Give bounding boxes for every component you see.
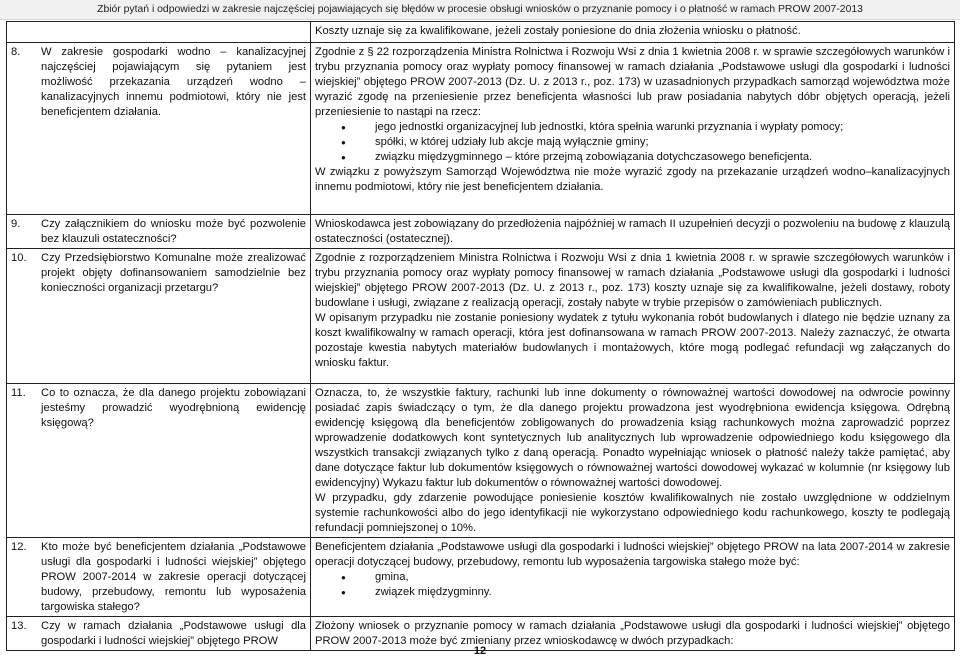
question-text: Co to oznacza, że dla danego projektu zobowiązani jesteśmy prowadzić wyodrębnioną ewidencję księgową? bbox=[41, 387, 306, 429]
question-text: Czy Przedsiębiorstwo Komunalne może zrealizować projekt objęty dofinansowaniem samodzielnie bez konieczności organizacji przetargu? bbox=[41, 252, 306, 294]
question-cell bbox=[7, 384, 311, 538]
table-row bbox=[7, 22, 955, 43]
question-cell bbox=[7, 249, 311, 384]
list-item: ● gmina, bbox=[375, 570, 950, 585]
answer-paragraph: Koszty uznaje się za kwalifikowane, jeżeli zostały poniesione do dnia złożenia wniosku o płatność. bbox=[315, 25, 801, 37]
document-header: Zbiór pytań i odpowiedzi w zakresie najczęściej pojawiających się błędów w procesie obsługi wniosków o przyznanie pomocy i o płatność w ramach PROW 2007-2013 bbox=[0, 0, 960, 20]
answer-paragraph: Oznacza, to, że wszystkie faktury, rachunki lub inne dokumenty o równoważnej wartości dowodowej na odwrocie powinny posiadać zapis świadczący o tym, że dla danego projektu prowadzona jest wyodrębniona ewidencja księgowa. Odrębną ewidencję księgową dla beneficjentów zobligowanych do prowadzenia ksiąg rachunkowych można zaprowadzić poprzez wprowadzenie dodatkowych kont syntetycznych lub analitycznych lub wprowadzenie odpowiedniego kodu księgowego dla wszystkich transakcji związanych tylko z daną operacją. Ponadto wypełniając wniosek o płatność należy także pamiętać, aby dane dotyczące faktur lub dokumentów księgowych o równoważnej wartości dowodowej wykazać w kolumnie (nr księgowy lub ewidencyjny) Wykazu faktur lub dokumentów o równoważnej wartości dowodowej. bbox=[315, 387, 950, 489]
page-number: 12 bbox=[473, 645, 487, 657]
answer-cell bbox=[311, 249, 955, 384]
answer-paragraph: W opisanym przypadku nie zostanie poniesiony wydatek z tytułu wykonania robót budowlanych i dlatego nie będzie uznany za koszt kwalifikowalny w ramach operacji, która jest dofinansowana w ramach PROW 2007-2013. Należy zaznaczyć, że otwarta pozostaje kwestia nabytych materiałów budowlanych i montażowych, które mogą podlegać refundacji wg załączanych do wniosku faktur. bbox=[315, 312, 950, 369]
question-number: 12. bbox=[11, 541, 27, 553]
question-cell bbox=[7, 215, 311, 249]
answer-paragraph: Beneficjentem działania „Podstawowe usługi dla gospodarki i ludności wiejskiej” objętego PROW na lata 2007-2014 w zakresie operacji dotyczącej budowy, przebudowy, remontu lub wyposażenia targowiska stałego może być: bbox=[315, 541, 950, 568]
question-cell bbox=[7, 22, 311, 43]
table-row bbox=[7, 215, 955, 249]
answer-cell bbox=[311, 538, 955, 617]
list-item: ● jego jednostki organizacyjnej lub jednostki, która spełnia warunki przyznania i wypłaty pomocy; bbox=[375, 120, 950, 135]
question-text: Czy załącznikiem do wniosku może być pozwolenie bez klauzuli ostateczności? bbox=[41, 218, 306, 245]
question-number: 11. bbox=[11, 387, 26, 399]
question-text: W zakresie gospodarki wodno – kanalizacyjnej najczęściej pojawiającym się pytaniem jest możliwość przekazania urządzeń wodno – kanalizacyjnych innemu podmiotowi, który nie jest beneficjentem działania. bbox=[41, 46, 306, 118]
answer-paragraph: W związku z powyższym Samorząd Województwa nie może wyrazić zgody na przekazanie urządzeń wodno–kanalizacyjnych innemu podmiotowi, który nie jest beneficjentem działania. bbox=[315, 166, 950, 193]
answer-paragraph: W przypadku, gdy zdarzenie powodujące poniesienie kosztów kwalifikowalnych nie zostało uwzględnione w oddzielnym systemie rachunkowości albo do jego identyfikacji nie wykorzystano odpowiedniego kodu rachunkowego, koszty te podlegają refundacji pomniejszonej o 10%. bbox=[315, 492, 950, 534]
answer-paragraph: Zgodnie z § 22 rozporządzenia Ministra Rolnictwa i Rozwoju Wsi z dnia 1 kwietnia 2008 r. w sprawie szczegółowych warunków i trybu przyznania pomocy oraz wypłaty pomocy finansowej w ramach działania „Podstawowe usługi dla gospodarki i ludności wiejskiej” objętego PROW 2007-2013 (Dz. U. z 2013 r., poz. 173) w uzasadnionych przypadkach samorząd województwa może wyrazić zgodę na przeniesienie przez beneficjenta własności lub praw posiadania nabytych dóbr objętych operacją, jeżeli przeniesienie to nastąpi na rzecz: bbox=[315, 46, 950, 118]
table-row bbox=[7, 384, 955, 538]
answer-cell bbox=[311, 384, 955, 538]
question-cell bbox=[7, 538, 311, 617]
table-row bbox=[7, 43, 955, 215]
answer-paragraph: Zgodnie z rozporządzeniem Ministra Rolnictwa i Rozwoju Wsi z dnia 1 kwietnia 2008 r. w sprawie szczegółowych warunków i trybu przyznania pomocy oraz wypłaty pomocy finansowej w ramach działania „Podstawowe usługi dla gospodarki i ludności wiejskiej” objętego PROW 2007-2013 (Dz. U. z 2013 r., poz. 173) koszty uznaje się za kwalifikowalne, jeżeli dostawy, roboty budowlane i usługi, związane z realizacją operacji, zostały nabyte w trybie przepisów o zamówieniach publicznych. bbox=[315, 252, 950, 309]
question-number: 10. bbox=[11, 252, 27, 264]
qa-table bbox=[6, 21, 955, 651]
question-number: 9. bbox=[11, 218, 21, 230]
question-text: Kto może być beneficjentem działania „Podstawowe usługi dla gospodarki i ludności wiejskiej” objętego PROW 2007-2014 w zakresie operacji dotyczącej budowy, przebudowy, remontu lub wyposażenia targowiska stałego? bbox=[41, 541, 306, 613]
answer-paragraph: Złożony wniosek o przyznanie pomocy w ramach działania „Podstawowe usługi dla gospodarki i ludności wiejskiej” objętego PROW 2007-2013 może być zmieniany przez wnioskodawcę w dwóch przypadkach: bbox=[315, 620, 950, 647]
question-number: 13. bbox=[11, 620, 27, 632]
table-row bbox=[7, 249, 955, 384]
question-number: 8. bbox=[11, 46, 21, 58]
answer-cell bbox=[311, 22, 955, 43]
question-text: Czy w ramach działania „Podstawowe usługi dla gospodarki i ludności wiejskiej” objętego PROW bbox=[41, 620, 306, 647]
answer-bullet-list bbox=[315, 570, 950, 600]
list-item: ● spółki, w której udziały lub akcje mają wyłącznie gminy; bbox=[375, 135, 950, 150]
list-item: ● związku międzygminnego – które przejmą zobowiązania dotychczasowego beneficjenta. bbox=[375, 150, 950, 165]
list-item: ● związek międzygminny. bbox=[375, 585, 950, 600]
answer-bullet-list bbox=[315, 120, 950, 165]
answer-paragraph: Wnioskodawca jest zobowiązany do przedłożenia najpóźniej w ramach II uzupełnień decyzji o pozwoleniu na budowę z klauzulą ostateczności (ostatecznej). bbox=[315, 218, 950, 245]
table-row bbox=[7, 538, 955, 617]
answer-cell bbox=[311, 215, 955, 249]
question-cell bbox=[7, 43, 311, 215]
answer-cell bbox=[311, 43, 955, 215]
